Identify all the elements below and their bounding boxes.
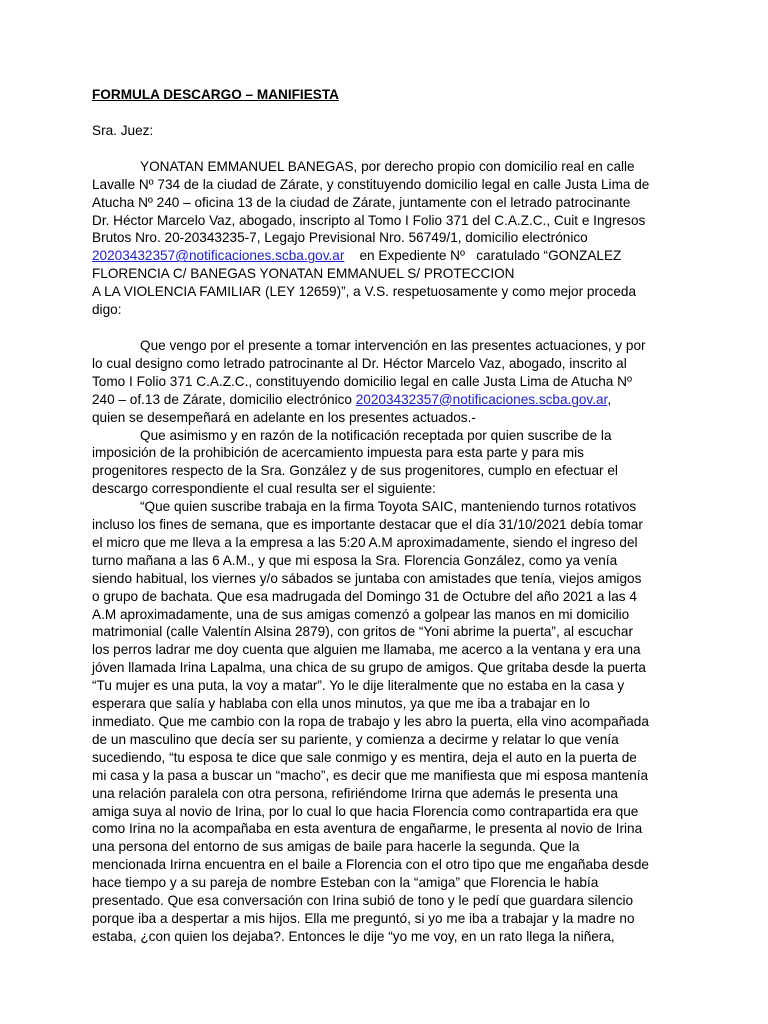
email-link[interactable]: 20203432357@notificaciones.scba.gov.ar [92, 248, 345, 264]
intro-line: en Expediente Nº caratulado “GONZALEZ [344, 248, 622, 264]
statement-line: estaba, ¿con quien los dejaba?. Entonces le dije “yo me voy, en un rato llega la niñera, [92, 928, 615, 944]
statement-line: turno mañana a las 6 A.M., y que mi esposa la Sra. Florencia González, como ya venía [92, 552, 618, 568]
paragraph-intervention [92, 337, 696, 427]
intro-line: YONATAN EMMANUEL BANEGAS, por derecho propio con domicilio real en calle [140, 158, 635, 174]
statement-line: esperara que salía y hablaba con ella unos minutos, ya que me iba a trabajar en lo [92, 696, 590, 712]
statement-line: matrimonial (calle Valentín Alsina 2879), con gritos de “Yoni abrime la puerta”, al escuchar [92, 624, 634, 640]
paragraph-introduction [92, 158, 696, 319]
statement-line: mi casa y la pasa a buscar un “macho”, es decir que me manifiesta que mi esposa mantenía [92, 767, 649, 783]
notification-line: imposición de la prohibición de acercamiento impuesta para esta parte y para mis [92, 445, 584, 461]
statement-line: una persona del entorno de sus amigas de baile para hacerle la segunda. Que la [92, 839, 580, 855]
document-title: FORMULA DESCARGO – MANIFIESTA [92, 87, 339, 102]
statement-line: incluso los fines de semana, que es importante destacar que el día 31/10/2021 debía tomar [92, 517, 643, 533]
statement-line: “Que quien suscribe trabaja en la firma Toyota SAIC, manteniendo turnos rotativos [140, 499, 637, 515]
intervention-line: 240 – of.13 de Zárate, domicilio electrónico [92, 391, 356, 407]
statement-line: presentado. Que esa conversación con Irina subió de tono y le pedí que guardara silencio [92, 893, 634, 909]
intervention-line: lo cual designo como letrado patrocinante al Dr. Héctor Marcelo Vaz, abogado, inscrito al [92, 355, 627, 371]
intro-line: Atucha Nº 240 – oficina 13 de la ciudad de Zárate, juntamente con el letrado patrocinante [92, 194, 631, 210]
statement-line: jóven llamada Irina Lapalma, una chica de su grupo de amigos. Que gritaba desde la puerta [92, 660, 646, 676]
salutation: Sra. Juez: [92, 122, 154, 138]
intro-line: Dr. Héctor Marcelo Vaz, abogado, inscripto al Tomo I Folio 371 del C.A.Z.C., Cuit e Ingresos [92, 212, 646, 228]
statement-line: como Irina no la acompañaba en esta aventura de engañarme, le presenta al novio de Irina [92, 821, 643, 837]
email-link[interactable]: 20203432357@notificaciones.scba.gov.ar [355, 391, 608, 407]
intro-line: digo: [92, 302, 122, 318]
statement-line: de un masculino que decía ser su pariente, y comienza a decirme y relatar lo que venía [92, 731, 619, 747]
notification-line: Que asimismo y en razón de la notificación receptada por quien suscribe de la [140, 427, 612, 443]
comma: , [607, 391, 612, 407]
intro-line: A LA VIOLENCIA FAMILIAR (LEY 12659)”, a V.S. respetuosamente y como mejor proceda [92, 284, 637, 300]
statement-line: una relación paralela con otra persona, refiriéndome Irirna que además le presenta una [92, 785, 618, 801]
statement-line: siendo habitual, los viernes y/o sábados se juntaba con amistades que tenía, viejos amigos [92, 570, 642, 586]
paragraph-statement [92, 498, 696, 946]
statement-line: hace tiempo y a su pareja de nombre Esteban con la “amiga” que Florencia le había [92, 875, 599, 891]
statement-line: “Tu mujer es una puta, la voy a matar”. Yo le dije literalmente que no estaba en la casa y [92, 678, 625, 694]
statement-line: mencionada Irirna encuentra en el baile a Florencia con el otro tipo que me engañaba desde [92, 857, 649, 873]
intervention-line: quien se desempeñará en adelante en los presentes actuados.- [92, 409, 476, 425]
notification-line: progenitores respecto de la Sra. González y de sus progenitores, cumplo en efectuar el [92, 463, 618, 479]
statement-line: inmediato. Que me cambio con la ropa de trabajo y les abro la puerta, ella vino acompañada [92, 714, 649, 729]
notification-line: descargo correspondiente el cual resulta ser el siguiente: [92, 481, 436, 497]
intervention-line: Tomo I Folio 371 C.A.Z.C., constituyendo domicilio legal en calle Justa Lima de Atucha Nº [92, 373, 632, 389]
statement-line: A.M aproximadamente, una de sus amigas comenzó a golpear las manos en mi domicilio [92, 606, 630, 622]
intro-line: FLORENCIA C/ BANEGAS YONATAN EMMANUEL S/ PROTECCION [92, 266, 515, 282]
statement-line: amiga suya al novio de Irina, por lo cual lo que hacia Florencia como contrapartida era que [92, 803, 639, 819]
statement-line: porque iba a despertar a mis hijos. Ella me preguntó, si yo me iba a trabajar y la madre no [92, 910, 635, 926]
intro-line: Brutos Nro. 20-20343235-7, Legajo Previsional Nro. 56749/1, domicilio electrónico [92, 230, 588, 246]
intro-line: Lavalle Nº 734 de la ciudad de Zárate, y constituyendo domicilio legal en calle Justa Lima de [92, 176, 650, 192]
paragraph-notification [92, 427, 696, 499]
statement-line: o grupo de bachata. Que esa madrugada del Domingo 31 de Octubre del año 2021 a las 4 [92, 588, 637, 604]
statement-line: los perros ladrar me doy cuenta que alguien me llamaba, me acerco a la ventana y era una [92, 642, 641, 658]
statement-line: sucediendo, “tu esposa te dice que sale conmigo y es mentira, deja el auto en la puerta de [92, 749, 637, 765]
intervention-line: Que vengo por el presente a tomar intervención en las presentes actuaciones, y por [140, 337, 646, 353]
statement-line: el micro que me lleva a la empresa a las 5:20 A.M aproximadamente, siendo el ingreso del [92, 534, 638, 550]
